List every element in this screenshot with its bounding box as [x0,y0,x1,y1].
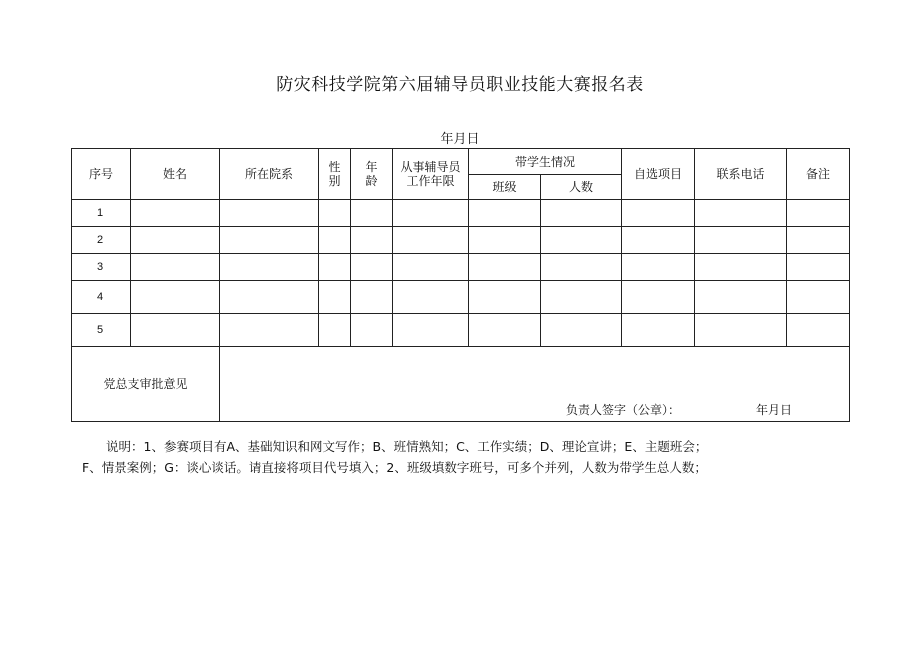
cell-college[interactable] [220,254,319,281]
cell-years[interactable] [393,227,469,254]
cell-project[interactable] [622,281,695,314]
cell-gender[interactable] [319,314,351,347]
approval-row [72,347,850,422]
header-gender-line1: 性 [328,160,341,174]
cell-count[interactable] [541,254,622,281]
row-number: 5 [72,314,131,347]
cell-remark[interactable] [787,254,850,281]
cell-name[interactable] [131,281,220,314]
approval-cell[interactable] [220,347,850,422]
cell-project[interactable] [622,227,695,254]
header-row-1 [72,149,850,175]
form-title: 防灾科技学院第六届辅导员职业技能大赛报名表 [276,75,644,95]
cell-college[interactable] [220,314,319,347]
note-line-2: F、情景案例；G：谈心谈话。请直接将项目代号填入；2、班级填数字班号，可多个并列，人数为带学生总人数； [82,460,707,475]
signature-date: 年月日 [756,403,793,417]
cell-phone[interactable] [695,281,787,314]
header-class: 班级 [469,175,541,200]
cell-years[interactable] [393,200,469,227]
form-date-line: 年月日 [440,132,480,147]
cell-name[interactable] [131,254,220,281]
cell-age[interactable] [351,227,393,254]
header-age-line1: 年 [365,160,378,174]
cell-name[interactable] [131,227,220,254]
cell-years[interactable] [393,314,469,347]
header-years-line1: 从事辅导员 [400,160,461,174]
cell-age[interactable] [351,281,393,314]
cell-project[interactable] [622,314,695,347]
approval-label: 党总支审批意见 [72,347,220,422]
cell-project[interactable] [622,200,695,227]
cell-phone[interactable] [695,227,787,254]
cell-class[interactable] [469,254,541,281]
header-students: 带学生情况 [469,149,622,175]
header-college: 所在院系 [220,149,319,200]
cell-count[interactable] [541,200,622,227]
cell-remark[interactable] [787,200,850,227]
cell-years[interactable] [393,281,469,314]
cell-years[interactable] [393,254,469,281]
cell-age[interactable] [351,254,393,281]
header-remark: 备注 [787,149,850,200]
header-count: 人数 [541,175,622,200]
header-phone: 联系电话 [695,149,787,200]
cell-class[interactable] [469,227,541,254]
cell-college[interactable] [220,281,319,314]
cell-project[interactable] [622,254,695,281]
header-years [393,149,469,200]
row-number: 4 [72,281,131,314]
cell-age[interactable] [351,200,393,227]
instructions-note [72,436,852,478]
cell-class[interactable] [469,200,541,227]
header-years-line2: 工作年限 [406,174,455,188]
cell-phone[interactable] [695,314,787,347]
table-row [72,254,850,281]
note-line-1: 说明：1、参赛项目有A、基础知识和网文写作；B、班情熟知；C、工作实绩；D、理论宣讲；E、主题班会； [106,439,708,454]
cell-name[interactable] [131,200,220,227]
cell-gender[interactable] [319,254,351,281]
cell-remark[interactable] [787,227,850,254]
cell-remark[interactable] [787,314,850,347]
cell-phone[interactable] [695,254,787,281]
registration-table [71,148,850,422]
cell-phone[interactable] [695,200,787,227]
table-row [72,200,850,227]
row-number: 2 [72,227,131,254]
table-row [72,227,850,254]
header-seq: 序号 [72,149,131,200]
header-name: 姓名 [131,149,220,200]
cell-class[interactable] [469,281,541,314]
cell-remark[interactable] [787,281,850,314]
cell-count[interactable] [541,314,622,347]
cell-gender[interactable] [319,200,351,227]
cell-age[interactable] [351,314,393,347]
cell-class[interactable] [469,314,541,347]
cell-name[interactable] [131,314,220,347]
header-project: 自选项目 [622,149,695,200]
cell-count[interactable] [541,227,622,254]
header-age [351,149,393,200]
header-gender-line2: 别 [328,174,341,188]
cell-college[interactable] [220,200,319,227]
cell-gender[interactable] [319,227,351,254]
row-number: 3 [72,254,131,281]
header-gender [319,149,351,200]
row-number: 1 [72,200,131,227]
cell-gender[interactable] [319,281,351,314]
table-row [72,314,850,347]
cell-count[interactable] [541,281,622,314]
header-age-line2: 龄 [365,174,378,188]
cell-college[interactable] [220,227,319,254]
signature-label: 负责人签字（公章）： [566,403,681,417]
table-row [72,281,850,314]
